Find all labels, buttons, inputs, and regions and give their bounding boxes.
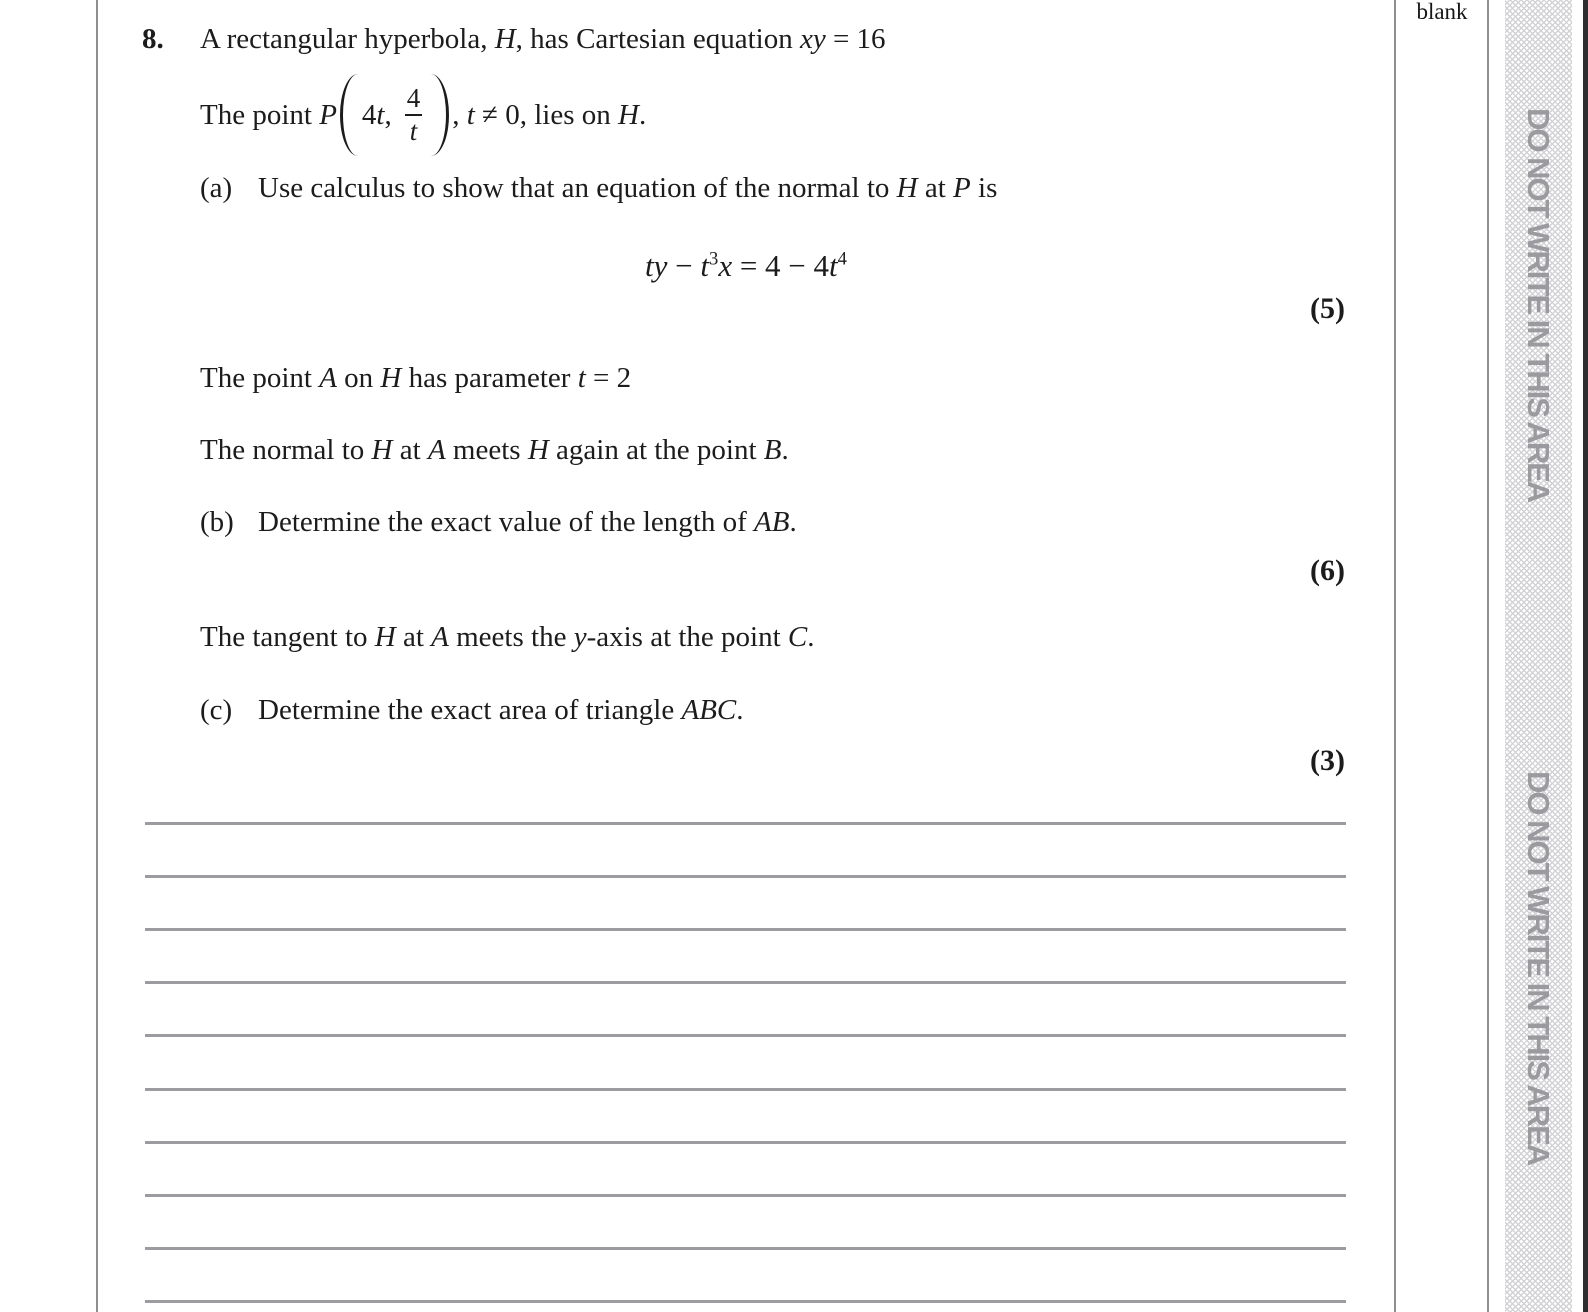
answer-line xyxy=(145,928,1346,931)
leave-blank-label: blank xyxy=(1416,0,1468,24)
do-not-write-text-top: DO NOT WRITE IN THIS AREA xyxy=(1521,108,1556,502)
part-b-text: Determine the exact value of the length of AB. xyxy=(258,506,797,538)
part-a-label: (a) xyxy=(200,172,233,204)
question-intro: A rectangular hyperbola, H, has Cartesian equation xy = 16 xyxy=(200,23,886,55)
part-c-label: (c) xyxy=(200,694,233,726)
answer-line xyxy=(145,875,1346,878)
right-margin-rule-outer xyxy=(1487,0,1489,1312)
answer-line xyxy=(145,1141,1346,1144)
statement-parameter: The point A on H has parameter t = 2 xyxy=(200,362,632,394)
answer-line xyxy=(145,981,1346,984)
fraction-numerator: 4 xyxy=(406,83,421,113)
do-not-write-text-bottom: DO NOT WRITE IN THIS AREA xyxy=(1521,771,1556,1165)
part-c-text: Determine the exact area of triangle ABC. xyxy=(258,694,744,726)
fraction-denominator: t xyxy=(405,114,423,147)
point-statement-lead: The point P xyxy=(200,98,337,131)
fraction xyxy=(402,83,426,147)
statement-normal: The normal to H at A meets H again at the point B. xyxy=(200,434,789,466)
part-c-row xyxy=(200,693,744,727)
answer-line xyxy=(145,1088,1346,1091)
point-statement xyxy=(200,72,646,158)
big-left-paren-icon xyxy=(340,74,358,156)
answer-line xyxy=(145,822,1346,825)
answer-line xyxy=(145,1247,1346,1250)
right-margin-rule-inner xyxy=(1394,0,1396,1312)
normal-equation: ty − $t^3x = 4 - 4t^4$ xyxy=(645,248,847,283)
part-b-marks: (6) xyxy=(1310,554,1345,587)
answer-line xyxy=(145,1300,1346,1303)
statement-tangent: The tangent to H at A meets the y-axis at the point C. xyxy=(200,621,815,653)
answer-line xyxy=(145,1194,1346,1197)
part-b-label: (b) xyxy=(200,506,234,538)
part-b-row xyxy=(200,505,797,539)
point-statement-tail: , t ≠ 0, lies on H. xyxy=(452,98,647,131)
part-c-marks: (3) xyxy=(1310,744,1345,777)
answer-lines xyxy=(145,822,1346,1306)
answer-line xyxy=(145,1034,1346,1037)
left-margin-rule xyxy=(96,0,98,1312)
point-coordinate-x: 4t, xyxy=(361,98,392,131)
part-a-row xyxy=(200,171,997,205)
part-a-marks: (5) xyxy=(1310,292,1345,325)
big-right-paren-icon xyxy=(431,74,449,156)
question-number: 8. xyxy=(142,23,164,55)
page-edge-strip xyxy=(1583,0,1588,1312)
part-a-text: Use calculus to show that an equation of the normal to H at P is xyxy=(258,172,998,204)
